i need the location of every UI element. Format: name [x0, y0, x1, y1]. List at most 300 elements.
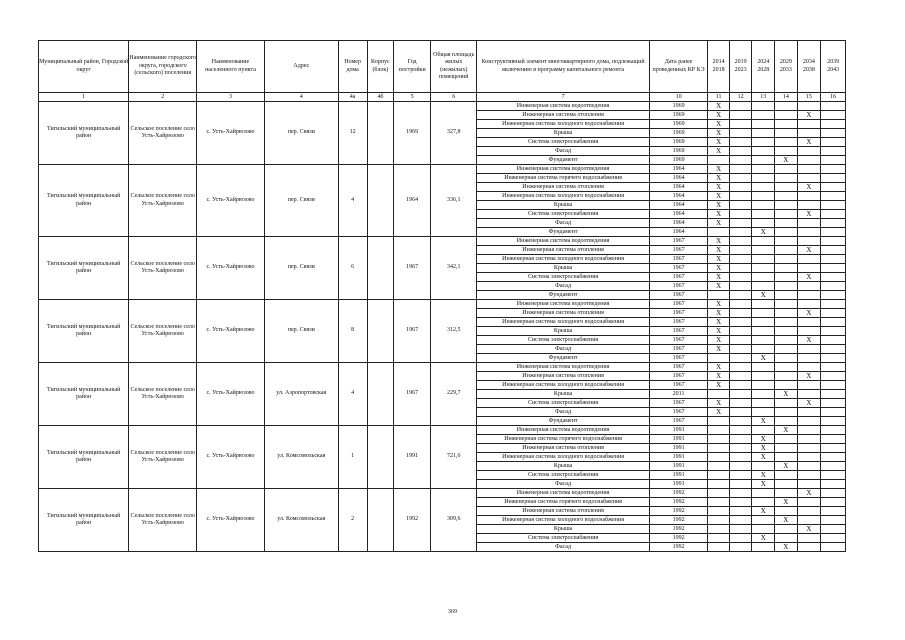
period-cell	[821, 336, 846, 345]
element-name-cell: Инженерная система отопления	[477, 309, 649, 318]
period-cell	[752, 336, 775, 345]
element-name-cell: Инженерная система холодного водоснабжения	[477, 453, 649, 462]
period-cell	[797, 300, 821, 309]
period-cell	[797, 156, 821, 165]
period-cell	[821, 210, 846, 219]
period-cell	[752, 489, 775, 498]
period-cell	[729, 264, 752, 273]
settlement-cell: Сельское поселение село Усть-Хайрюзово	[129, 489, 197, 552]
period-cell	[797, 381, 821, 390]
period-cell	[775, 435, 798, 444]
table-row	[39, 489, 846, 498]
period-cell	[821, 264, 846, 273]
period-cell	[821, 300, 846, 309]
element-name-cell: Фасад	[477, 147, 649, 156]
previous-repair-date-cell: 1967	[649, 273, 708, 282]
period-cell	[729, 480, 752, 489]
build-year-cell: 1964	[394, 165, 431, 237]
period-cell	[775, 111, 798, 120]
period-cell	[821, 381, 846, 390]
previous-repair-date-cell: 1967	[649, 291, 708, 300]
repair-mark: X	[708, 309, 730, 318]
period-cell	[797, 543, 821, 552]
repair-mark: X	[708, 408, 730, 417]
period-cell	[821, 435, 846, 444]
repair-mark: X	[708, 147, 730, 156]
element-name-cell: Инженерная система водоотведения	[477, 489, 649, 498]
address-cell: пер. Связи	[264, 165, 338, 237]
period-cell	[775, 129, 798, 138]
previous-repair-date-cell: 1992	[649, 507, 708, 516]
period-cell	[752, 102, 775, 111]
column-number: 11	[708, 93, 730, 102]
element-name-cell: Инженерная система водоотведения	[477, 165, 649, 174]
period-cell	[821, 192, 846, 201]
period-cell	[752, 273, 775, 282]
period-cell	[775, 282, 798, 291]
element-name-cell: Крыша	[477, 327, 649, 336]
period-cell	[775, 273, 798, 282]
period-cell	[775, 237, 798, 246]
period-cell	[797, 165, 821, 174]
repair-mark: X	[708, 120, 730, 129]
period-cell	[797, 534, 821, 543]
locality-cell: с. Усть-Хайрюзово	[197, 489, 265, 552]
repair-mark: X	[708, 210, 730, 219]
period-cell	[752, 300, 775, 309]
period-cell	[729, 147, 752, 156]
period-cell	[708, 435, 730, 444]
period-cell	[775, 345, 798, 354]
column-number: 14	[775, 93, 798, 102]
block-cell	[367, 165, 394, 237]
repair-mark: X	[708, 102, 730, 111]
previous-repair-date-cell: 1967	[649, 381, 708, 390]
period-cell	[708, 525, 730, 534]
period-cell	[729, 165, 752, 174]
previous-repair-date-cell: 1969	[649, 156, 708, 165]
period-cell	[729, 246, 752, 255]
period-cell	[708, 471, 730, 480]
house-number-cell: 6	[338, 237, 367, 300]
repair-mark: X	[797, 336, 821, 345]
previous-repair-date-cell: 1969	[649, 120, 708, 129]
period-cell	[821, 426, 846, 435]
period-cell	[821, 309, 846, 318]
header-previous-repair-date: Дата ранее проведенных КР КЭ	[649, 41, 708, 93]
repair-mark: X	[708, 345, 730, 354]
period-cell	[775, 201, 798, 210]
period-cell	[775, 165, 798, 174]
repair-mark: X	[708, 183, 730, 192]
period-cell	[775, 192, 798, 201]
table-row	[39, 102, 846, 111]
build-year-cell: 1967	[394, 363, 431, 426]
period-cell	[797, 363, 821, 372]
period-cell	[775, 381, 798, 390]
district-cell: Тигильский муниципальный район	[39, 165, 129, 237]
address-cell: ул. Комсомольская	[264, 489, 338, 552]
repair-mark: X	[708, 129, 730, 138]
period-cell	[775, 480, 798, 489]
block-cell	[367, 237, 394, 300]
column-number: 4б	[367, 93, 394, 102]
period-cell	[821, 291, 846, 300]
element-name-cell: Инженерная система холодного водоснабжения	[477, 516, 649, 525]
period-cell	[797, 354, 821, 363]
column-number: 6	[431, 93, 477, 102]
period-cell	[821, 129, 846, 138]
period-cell	[708, 516, 730, 525]
period-cell	[821, 138, 846, 147]
column-number: 2	[129, 93, 197, 102]
block-cell	[367, 102, 394, 165]
previous-repair-date-cell: 1964	[649, 201, 708, 210]
period-cell	[708, 507, 730, 516]
period-cell	[821, 147, 846, 156]
period-cell	[729, 525, 752, 534]
previous-repair-date-cell: 1967	[649, 363, 708, 372]
page-number: 369	[448, 609, 457, 615]
period-cell	[729, 129, 752, 138]
previous-repair-date-cell: 1967	[649, 354, 708, 363]
element-name-cell: Инженерная система отопления	[477, 111, 649, 120]
period-cell	[729, 309, 752, 318]
district-cell: Тигильский муниципальный район	[39, 300, 129, 363]
repair-mark: X	[797, 309, 821, 318]
repair-mark: X	[752, 453, 775, 462]
repair-mark: X	[775, 516, 798, 525]
previous-repair-date-cell: 1967	[649, 408, 708, 417]
repair-mark: X	[797, 399, 821, 408]
block-cell	[367, 426, 394, 489]
build-year-cell: 1967	[394, 300, 431, 363]
address-cell: ул. Аэропортовская	[264, 363, 338, 426]
period-cell	[775, 120, 798, 129]
element-name-cell: Фасад	[477, 408, 649, 417]
period-cell	[821, 417, 846, 426]
column-number: 5	[394, 93, 431, 102]
house-number-cell: 12	[338, 102, 367, 165]
house-number-cell: 4	[338, 165, 367, 237]
element-name-cell: Инженерная система холодного водоснабжения	[477, 318, 649, 327]
period-cell	[797, 219, 821, 228]
previous-repair-date-cell: 1992	[649, 525, 708, 534]
period-cell	[797, 102, 821, 111]
header-area: Общая площадь жилых (нежилых) помещений	[431, 41, 477, 93]
previous-repair-date-cell: 1967	[649, 246, 708, 255]
previous-repair-date-cell: 1967	[649, 237, 708, 246]
period-cell	[752, 282, 775, 291]
repair-mark: X	[708, 138, 730, 147]
period-cell	[708, 480, 730, 489]
period-cell	[729, 120, 752, 129]
period-cell	[752, 390, 775, 399]
column-number: 12	[729, 93, 752, 102]
column-number: 4а	[338, 93, 367, 102]
district-cell: Тигильский муниципальный район	[39, 489, 129, 552]
district-cell: Тигильский муниципальный район	[39, 426, 129, 489]
previous-repair-date-cell: 1967	[649, 372, 708, 381]
area-cell: 327,8	[431, 102, 477, 165]
house-number-cell: 2	[338, 489, 367, 552]
repair-mark: X	[708, 372, 730, 381]
previous-repair-date-cell: 1967	[649, 318, 708, 327]
period-cell	[821, 399, 846, 408]
period-cell	[729, 273, 752, 282]
period-cell	[752, 498, 775, 507]
period-cell	[708, 417, 730, 426]
locality-cell: с. Усть-Хайрюзово	[197, 237, 265, 300]
previous-repair-date-cell: 1964	[649, 192, 708, 201]
period-cell	[752, 138, 775, 147]
element-name-cell: Фундамент	[477, 156, 649, 165]
period-cell	[797, 228, 821, 237]
district-cell: Тигильский муниципальный район	[39, 102, 129, 165]
period-cell	[821, 255, 846, 264]
column-number: 13	[752, 93, 775, 102]
period-cell	[708, 462, 730, 471]
period-cell	[797, 192, 821, 201]
element-name-cell: Инженерная система отопления	[477, 372, 649, 381]
repair-mark: X	[752, 354, 775, 363]
locality-cell: с. Усть-Хайрюзово	[197, 165, 265, 237]
period-cell	[797, 462, 821, 471]
period-cell	[821, 525, 846, 534]
repair-mark: X	[708, 246, 730, 255]
repair-mark: X	[797, 273, 821, 282]
repair-mark: X	[752, 291, 775, 300]
previous-repair-date-cell: 1967	[649, 345, 708, 354]
period-cell	[821, 120, 846, 129]
previous-repair-date-cell: 1991	[649, 426, 708, 435]
repair-mark: X	[797, 138, 821, 147]
repair-mark: X	[708, 165, 730, 174]
repair-mark: X	[708, 327, 730, 336]
period-cell	[729, 462, 752, 471]
header-element: Конструктивный элемент многоквартирного дома, подлежащий включению в программу капитального ремонта	[477, 41, 649, 93]
period-cell	[775, 255, 798, 264]
period-cell	[752, 174, 775, 183]
period-cell	[775, 174, 798, 183]
period-cell	[729, 426, 752, 435]
locality-cell: с. Усть-Хайрюзово	[197, 363, 265, 426]
previous-repair-date-cell: 1992	[649, 516, 708, 525]
repair-mark: X	[797, 525, 821, 534]
previous-repair-date-cell: 1967	[649, 300, 708, 309]
area-cell: 229,7	[431, 363, 477, 426]
area-cell: 721,6	[431, 426, 477, 489]
previous-repair-date-cell: 1969	[649, 147, 708, 156]
column-number: 16	[821, 93, 846, 102]
period-cell	[729, 543, 752, 552]
period-cell	[775, 417, 798, 426]
period-cell	[797, 120, 821, 129]
period-cell	[797, 264, 821, 273]
period-cell	[729, 192, 752, 201]
period-cell	[775, 336, 798, 345]
previous-repair-date-cell: 1992	[649, 498, 708, 507]
period-cell	[775, 408, 798, 417]
period-cell	[752, 525, 775, 534]
repair-mark: X	[708, 264, 730, 273]
period-cell	[729, 255, 752, 264]
period-cell	[752, 318, 775, 327]
period-cell	[752, 363, 775, 372]
period-cell	[752, 462, 775, 471]
period-cell	[752, 516, 775, 525]
period-cell	[708, 534, 730, 543]
element-name-cell: Фасад	[477, 345, 649, 354]
period-cell	[821, 111, 846, 120]
period-cell	[729, 372, 752, 381]
period-cell	[708, 489, 730, 498]
period-cell	[752, 408, 775, 417]
period-cell	[821, 318, 846, 327]
period-cell	[821, 444, 846, 453]
period-cell	[821, 327, 846, 336]
period-cell	[708, 390, 730, 399]
period-cell	[729, 318, 752, 327]
period-cell	[729, 435, 752, 444]
period-cell	[752, 309, 775, 318]
element-name-cell: Инженерная система водоотведения	[477, 102, 649, 111]
previous-repair-date-cell: 1991	[649, 435, 708, 444]
period-cell	[775, 399, 798, 408]
element-name-cell: Инженерная система водоотведения	[477, 426, 649, 435]
period-cell	[729, 282, 752, 291]
header-period-2014-2018: 2014 2018	[708, 41, 730, 93]
header-settlement: Наименование городского округа, городского (сельского) поселения	[129, 41, 197, 93]
element-name-cell: Крыша	[477, 462, 649, 471]
element-name-cell: Инженерная система горячего водоснабжения	[477, 435, 649, 444]
period-cell	[752, 399, 775, 408]
area-cell: 312,5	[431, 300, 477, 363]
repair-mark: X	[708, 273, 730, 282]
period-cell	[797, 147, 821, 156]
period-cell	[797, 345, 821, 354]
previous-repair-date-cell: 1991	[649, 453, 708, 462]
period-cell	[775, 228, 798, 237]
repair-mark: X	[775, 543, 798, 552]
period-cell	[775, 147, 798, 156]
repair-mark: X	[708, 318, 730, 327]
previous-repair-date-cell: 1967	[649, 417, 708, 426]
settlement-cell: Сельское поселение село Усть-Хайрюзово	[129, 363, 197, 426]
period-cell	[821, 246, 846, 255]
period-cell	[775, 354, 798, 363]
element-name-cell: Инженерная система горячего водоснабжения	[477, 174, 649, 183]
column-number-row	[39, 93, 846, 102]
element-name-cell: Фасад	[477, 219, 649, 228]
repair-mark: X	[752, 228, 775, 237]
element-name-cell: Фасад	[477, 543, 649, 552]
period-cell	[775, 210, 798, 219]
period-cell	[708, 228, 730, 237]
period-cell	[729, 399, 752, 408]
period-cell	[775, 183, 798, 192]
period-cell	[821, 363, 846, 372]
period-cell	[752, 183, 775, 192]
period-cell	[752, 129, 775, 138]
repair-mark: X	[797, 489, 821, 498]
period-cell	[821, 165, 846, 174]
period-cell	[797, 282, 821, 291]
period-cell	[708, 291, 730, 300]
repair-mark: X	[708, 111, 730, 120]
previous-repair-date-cell: 1969	[649, 111, 708, 120]
header-build-year: Год постройки	[394, 41, 431, 93]
block-cell	[367, 489, 394, 552]
period-cell	[775, 264, 798, 273]
period-cell	[821, 201, 846, 210]
period-cell	[708, 453, 730, 462]
header-period-2019-2023: 2019 2023	[729, 41, 752, 93]
period-cell	[729, 102, 752, 111]
period-cell	[821, 345, 846, 354]
area-cell: 309,6	[431, 489, 477, 552]
period-cell	[821, 480, 846, 489]
period-cell	[729, 507, 752, 516]
period-cell	[729, 417, 752, 426]
repair-mark: X	[708, 201, 730, 210]
previous-repair-date-cell: 1969	[649, 138, 708, 147]
previous-repair-date-cell: 1964	[649, 165, 708, 174]
period-cell	[775, 453, 798, 462]
block-cell	[367, 363, 394, 426]
period-cell	[821, 273, 846, 282]
period-cell	[729, 489, 752, 498]
previous-repair-date-cell: 1964	[649, 228, 708, 237]
previous-repair-date-cell: 1964	[649, 219, 708, 228]
house-number-cell: 4	[338, 363, 367, 426]
previous-repair-date-cell: 1969	[649, 102, 708, 111]
element-name-cell: Инженерная система холодного водоснабжения	[477, 255, 649, 264]
period-cell	[708, 543, 730, 552]
address-cell: ул. Комсомольская	[264, 426, 338, 489]
table-row	[39, 300, 846, 309]
repair-mark: X	[708, 336, 730, 345]
previous-repair-date-cell: 1992	[649, 543, 708, 552]
repair-mark: X	[752, 471, 775, 480]
build-year-cell: 1991	[394, 426, 431, 489]
element-name-cell: Система электроснабжения	[477, 399, 649, 408]
period-cell	[775, 219, 798, 228]
period-cell	[797, 417, 821, 426]
period-cell	[821, 156, 846, 165]
repair-mark: X	[797, 111, 821, 120]
period-cell	[729, 354, 752, 363]
repair-mark: X	[797, 183, 821, 192]
period-cell	[775, 309, 798, 318]
period-cell	[729, 408, 752, 417]
period-cell	[775, 102, 798, 111]
period-cell	[821, 174, 846, 183]
element-name-cell: Фундамент	[477, 417, 649, 426]
period-cell	[729, 534, 752, 543]
previous-repair-date-cell: 1991	[649, 462, 708, 471]
column-number: 7	[477, 93, 649, 102]
period-cell	[752, 246, 775, 255]
period-cell	[752, 327, 775, 336]
period-cell	[708, 156, 730, 165]
period-cell	[821, 471, 846, 480]
period-cell	[797, 516, 821, 525]
element-name-cell: Инженерная система водоотведения	[477, 363, 649, 372]
period-cell	[821, 408, 846, 417]
repair-mark: X	[708, 255, 730, 264]
period-cell	[729, 201, 752, 210]
